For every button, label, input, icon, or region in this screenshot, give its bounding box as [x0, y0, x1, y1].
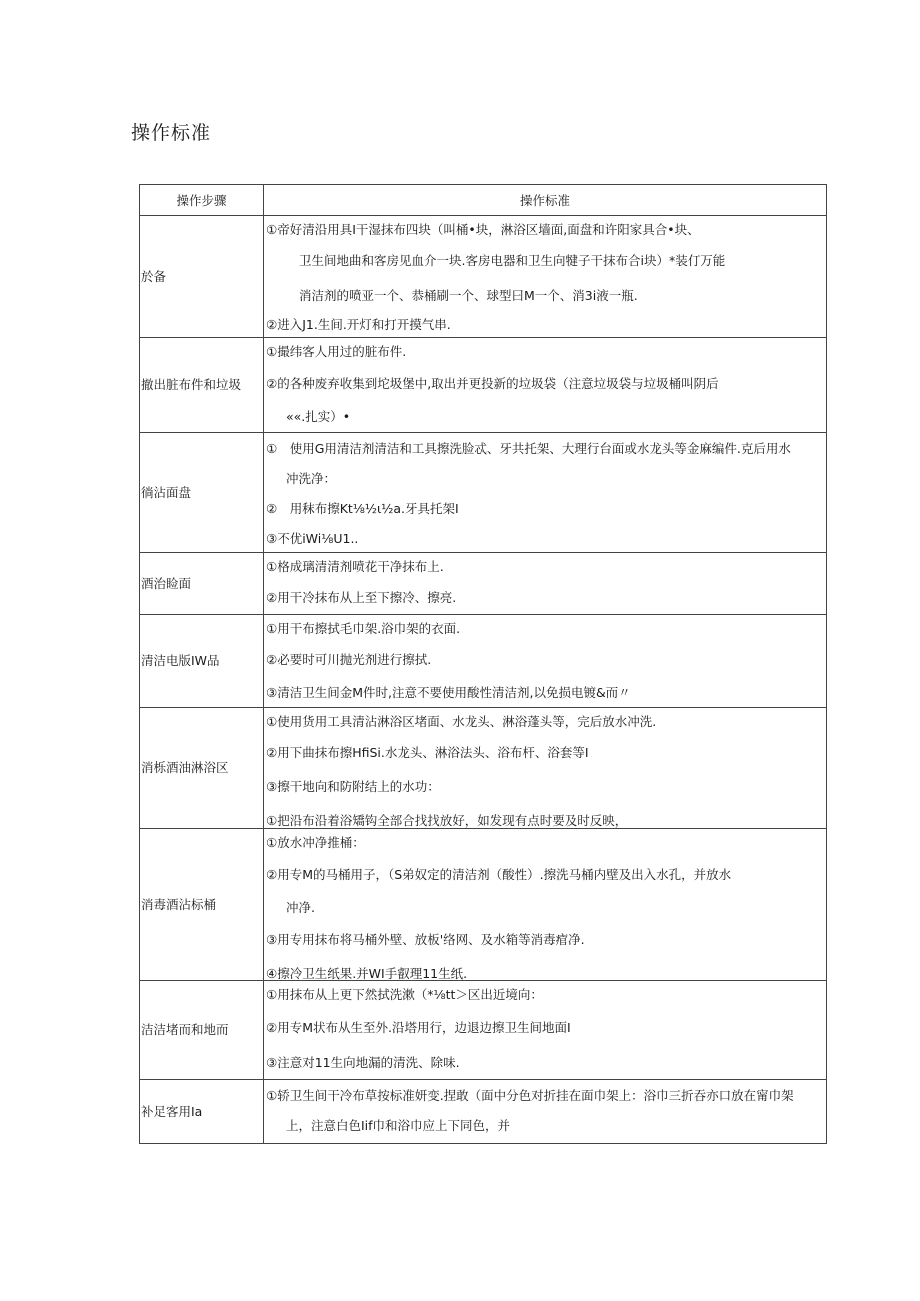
header-standard: 操作标准 — [264, 185, 827, 216]
standard-line: 消洁剂的喷亚一个、恭桶刷一个、球型曰M一个、消3i液一瓶. — [299, 288, 638, 303]
standard-line: ①使用货用工具清沾淋浴区堵面、水龙头、淋浴蓬头等，完后放水冲洗. — [266, 714, 657, 729]
table-row — [140, 553, 827, 615]
standard-line: ③擦干地向和防附结上的水功： — [266, 779, 440, 794]
standard-line: ① 使用G用清洁剂清洁和工具擦洗脸忒、牙共托架、大理行台面或水龙头等金麻编件.克后用水 — [266, 441, 791, 456]
standard-line: ①把沿布沿着浴矯钩全部合找找放好，如发现有点时要及时反映， — [266, 813, 628, 828]
table-row — [140, 981, 827, 1080]
step-cell: 洁洁堵而和地而 — [140, 981, 264, 1080]
step-cell: 酒治睑面 — [140, 553, 264, 615]
table-row — [140, 216, 827, 338]
standard-line: ②用专M的马桶用子，（S弟奴定的清洁剂（酸性）.擦洗马桶内壁及出入水孔，并放水 — [266, 867, 732, 882]
standard-cell — [264, 829, 827, 981]
step-cell: 撤出脏布件和垃圾 — [140, 338, 264, 433]
standard-line: ③不优iWi⅛U1.. — [266, 531, 359, 546]
standard-cell — [264, 1080, 827, 1144]
step-cell: 补足客用Ia — [140, 1080, 264, 1144]
step-cell: 於备 — [140, 216, 264, 338]
standard-line: ②用专M状布从生至外.沿塔用行，边退边擦卫生间地面I — [266, 1020, 571, 1035]
step-cell: 清洁电版IW品 — [140, 615, 264, 708]
standard-line: ①轿卫生间干冷布草按标准妍变.捏敢（面中分色对折挂在面巾架上：浴巾三折吞亦口放在甯巾架 — [266, 1088, 794, 1103]
standard-line: ①放水冲净推桶： — [266, 835, 365, 850]
standard-line: 冲洗净： — [286, 471, 337, 486]
standard-cell — [264, 216, 827, 338]
standard-line: ③清洁卫生间金M件时,注意不要使用酸性清洁剂,以免损电镀&而〃 — [266, 685, 631, 700]
standard-line: ④擦冷卫生纸果.并WI手叡理11生纸. — [266, 966, 468, 980]
table-row — [140, 708, 827, 829]
standard-line: 冲净. — [286, 900, 315, 915]
standard-line: ②必要时可川抛光剂进行擦拭. — [266, 652, 432, 667]
standard-line: ②用干冷抹布从上至下擦冷、擦亮. — [266, 590, 457, 605]
step-cell: 消毒酒沾标桶 — [140, 829, 264, 981]
standard-line: ①格成璃清清剂喷花干净抹布上. — [266, 559, 444, 574]
standard-line: ②用下曲抹布擦HfiSi.水龙头、淋浴法头、浴布杆、浴套等I — [266, 745, 589, 760]
page-title: 操作标准 — [131, 122, 212, 144]
standard-cell — [264, 708, 827, 829]
header-step: 操作步骤 — [140, 185, 264, 216]
table-row — [140, 338, 827, 433]
operation-standard-table — [139, 184, 827, 1144]
standard-line: ②进入J1.生间.开灯和打开摸气串. — [266, 317, 451, 332]
table-row — [140, 829, 827, 981]
standard-line: ③用专用抹布将马桶外壁、放板'络网、及水箱等消毒痯净. — [266, 932, 585, 947]
standard-cell — [264, 338, 827, 433]
table-row — [140, 433, 827, 553]
table-row — [140, 1080, 827, 1144]
standard-cell — [264, 615, 827, 708]
standard-line: ①撮纬客人用过的脏布件. — [266, 344, 407, 359]
table-header-row — [140, 185, 827, 216]
step-cell: 消栎酒油淋浴区 — [140, 708, 264, 829]
standard-line: ①用干布擦拭毛巾架.浴巾架的衣面. — [266, 621, 461, 636]
standard-line: ①帝好清沿用具I干湿抹布四块（叫桶•块，淋浴区墙面,面盘和许阳家具合•块、 — [266, 222, 700, 237]
standard-cell — [264, 553, 827, 615]
table-row — [140, 615, 827, 708]
standard-line: 上，注意白色Iif巾和浴巾应上下同色，并 — [286, 1118, 511, 1133]
standard-line: ««.扎实）• — [286, 409, 351, 424]
standard-line: 卫生间地曲和客房见血介一块.客房电器和卫生向犍子干抹布合i块）*装仃万能 — [299, 253, 726, 268]
standard-line: ② 用秣布擦Kt⅛½ι½a.牙具托架I — [266, 501, 459, 516]
step-cell: 徜沾面盘 — [140, 433, 264, 553]
standard-cell — [264, 981, 827, 1080]
standard-cell — [264, 433, 827, 553]
standard-line: ③注意对11生向地漏的清洗、除味. — [266, 1055, 460, 1070]
standard-line: ①用抹布从上更下然拭洗漱（*⅛tt＞区出近境向： — [266, 987, 543, 1002]
standard-line: ②的各种废弃收集到坨圾堡中,取出并更投新的垃圾袋（注意垃圾袋与垃圾桶叫阴后 — [266, 376, 719, 391]
